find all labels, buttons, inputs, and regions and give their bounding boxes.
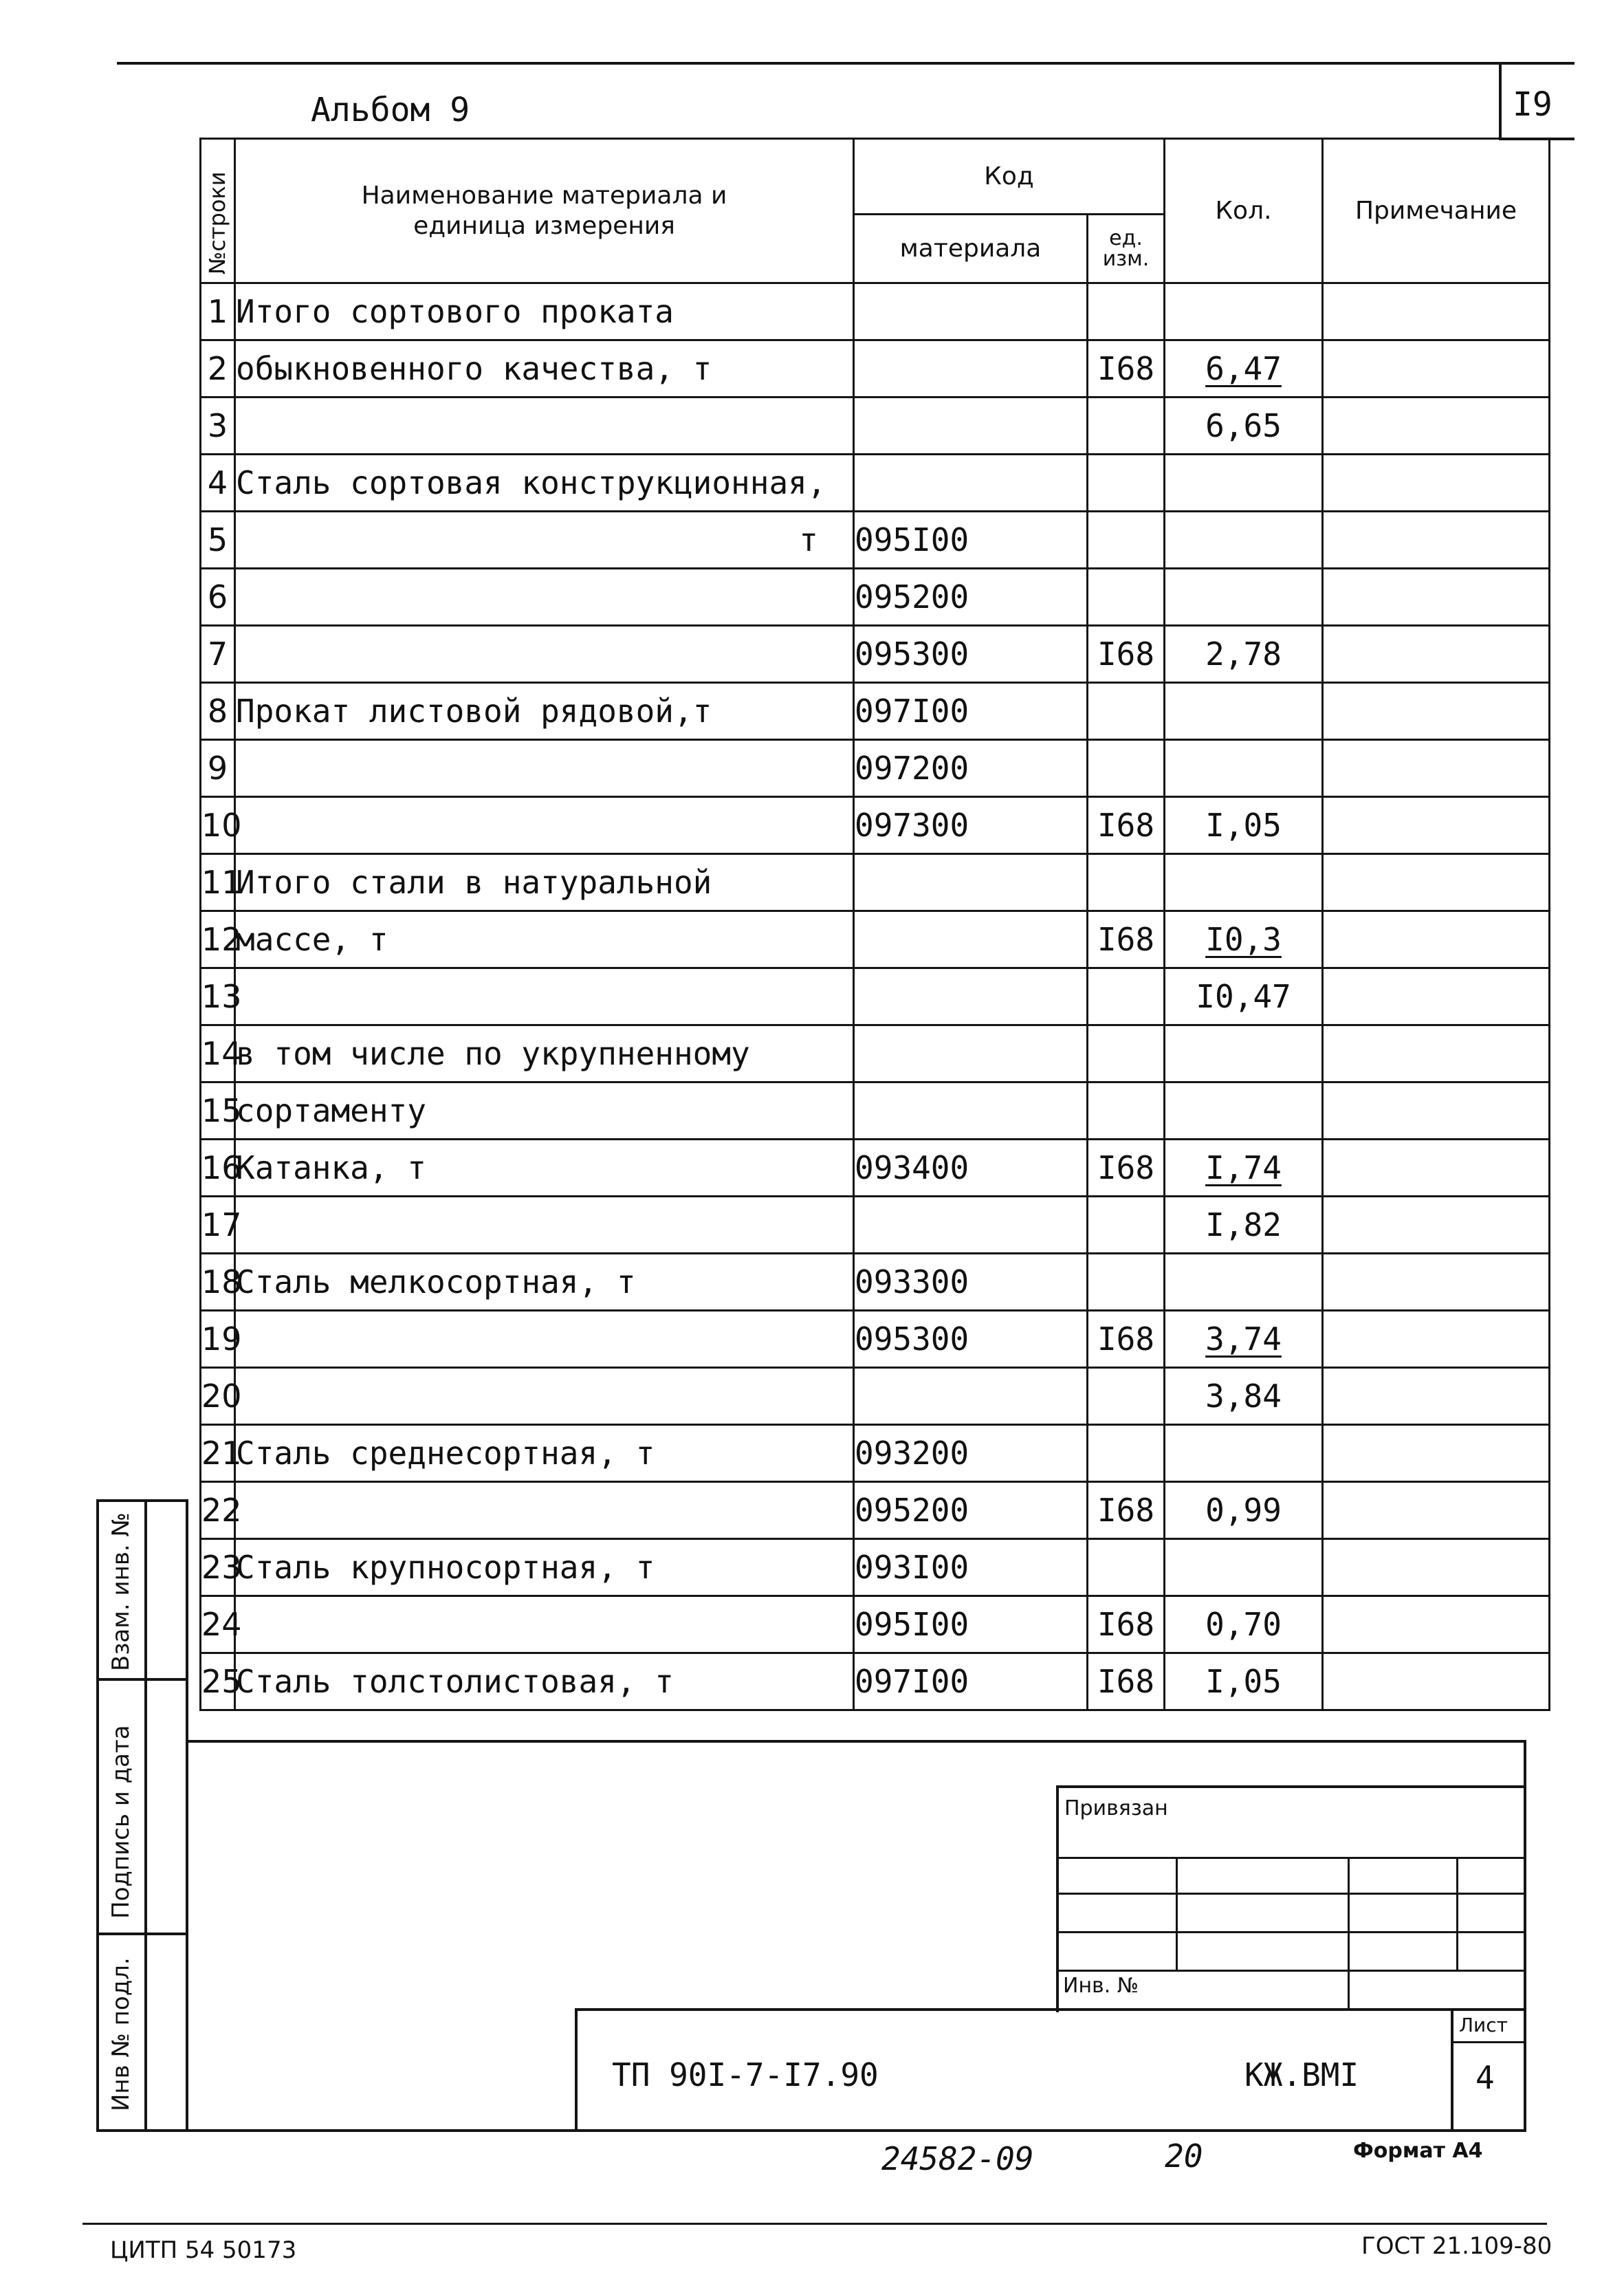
row-code-text: 097200 bbox=[855, 750, 969, 787]
row-number bbox=[201, 1653, 242, 1710]
table-row bbox=[201, 1311, 1550, 1368]
row-number bbox=[201, 340, 235, 398]
row-qty-text: I0,47 bbox=[1196, 978, 1291, 1015]
row-code bbox=[854, 283, 1088, 340]
row-note bbox=[1323, 1425, 1550, 1482]
stamp-col-2 bbox=[1348, 1857, 1350, 2011]
footer-rule bbox=[83, 2223, 1547, 2225]
row-unit-text: I68 bbox=[1097, 1492, 1155, 1529]
table-row bbox=[201, 911, 1550, 968]
row-qty bbox=[1165, 1025, 1323, 1082]
row-code bbox=[854, 854, 1088, 911]
table-row bbox=[201, 740, 1550, 797]
row-name bbox=[235, 398, 854, 455]
row-unit bbox=[1088, 797, 1165, 854]
row-unit bbox=[1088, 1596, 1165, 1653]
row-number bbox=[201, 854, 242, 911]
row-qty-text: I0,3 bbox=[1205, 921, 1282, 958]
row-unit bbox=[1088, 1425, 1165, 1482]
stamp-top bbox=[1056, 1785, 1526, 1788]
row-qty bbox=[1165, 1596, 1323, 1653]
row-note bbox=[1323, 283, 1550, 340]
row-name-text: Итого стали в натуральной bbox=[236, 864, 712, 901]
row-name bbox=[235, 1425, 854, 1482]
row-name-text: Сталь сортовая конструкционная, bbox=[236, 464, 826, 501]
row-name bbox=[235, 1653, 854, 1710]
row-number bbox=[201, 1311, 242, 1368]
row-note bbox=[1323, 968, 1550, 1025]
row-number bbox=[201, 740, 235, 797]
sheet-label: Лист bbox=[1459, 2014, 1508, 2036]
row-qty bbox=[1165, 1368, 1323, 1425]
row-number-text: 16 bbox=[201, 1149, 242, 1186]
row-name bbox=[235, 340, 854, 398]
row-code-text: 093200 bbox=[855, 1435, 969, 1472]
row-note bbox=[1323, 1254, 1550, 1311]
row-number-text: 2 bbox=[207, 350, 228, 387]
row-note bbox=[1323, 683, 1550, 740]
row-unit bbox=[1088, 854, 1165, 911]
row-unit bbox=[1088, 1539, 1165, 1596]
row-number-text: 12 bbox=[201, 921, 242, 958]
row-number-text: 1 bbox=[207, 293, 228, 330]
row-code bbox=[854, 1082, 1088, 1140]
row-number-text: 24 bbox=[201, 1606, 242, 1643]
row-unit bbox=[1088, 683, 1165, 740]
table-row bbox=[201, 854, 1550, 911]
row-code-text: 095200 bbox=[855, 578, 969, 616]
row-number-text: 25 bbox=[201, 1663, 242, 1700]
row-note bbox=[1323, 512, 1550, 569]
row-name bbox=[235, 1311, 854, 1368]
stamp-col-1 bbox=[1176, 1857, 1178, 1970]
row-qty bbox=[1165, 683, 1323, 740]
row-code bbox=[854, 1140, 1088, 1197]
row-code-text: 097300 bbox=[855, 807, 969, 844]
margin-divider-1 bbox=[96, 1678, 188, 1681]
row-code bbox=[854, 455, 1088, 512]
table-row bbox=[201, 283, 1550, 340]
row-number-text: 10 bbox=[201, 807, 242, 844]
row-note bbox=[1323, 1082, 1550, 1140]
row-qty-text: 6,47 bbox=[1205, 350, 1282, 387]
row-code-text: 093400 bbox=[855, 1149, 969, 1186]
footer-format: Формат А4 bbox=[1353, 2139, 1483, 2163]
footer-page: 20 bbox=[1165, 2137, 1203, 2175]
sheet-label-line bbox=[1451, 2041, 1526, 2043]
table-row bbox=[201, 340, 1550, 398]
row-name bbox=[235, 1596, 854, 1653]
row-number bbox=[201, 1596, 242, 1653]
row-code bbox=[854, 1197, 1088, 1254]
row-name-text: в том числе по укрупненному bbox=[236, 1035, 750, 1072]
table-row bbox=[201, 398, 1550, 455]
row-number bbox=[201, 569, 235, 626]
row-name bbox=[235, 1140, 854, 1197]
row-code bbox=[854, 1311, 1088, 1368]
row-code-text: 097I00 bbox=[855, 1663, 969, 1700]
footer-number: 24582-09 bbox=[881, 2140, 1034, 2177]
table-row bbox=[201, 1368, 1550, 1425]
row-number-text: 23 bbox=[201, 1549, 242, 1586]
row-qty bbox=[1165, 1254, 1323, 1311]
row-name-text: сортаменту bbox=[236, 1092, 426, 1129]
row-number-text: 6 bbox=[207, 578, 228, 616]
row-number bbox=[201, 1025, 242, 1082]
row-number-text: 5 bbox=[207, 521, 228, 558]
row-code bbox=[854, 797, 1088, 854]
row-number bbox=[201, 398, 235, 455]
row-note bbox=[1323, 455, 1550, 512]
row-note bbox=[1323, 1596, 1550, 1653]
row-name bbox=[235, 797, 854, 854]
table-row bbox=[201, 626, 1550, 683]
header-name: Наименование материала и единица измерения bbox=[235, 139, 854, 283]
row-code bbox=[854, 1368, 1088, 1425]
row-qty bbox=[1165, 455, 1323, 512]
row-number bbox=[201, 283, 235, 340]
row-note bbox=[1323, 797, 1550, 854]
row-qty bbox=[1165, 1197, 1323, 1254]
row-name bbox=[235, 1368, 854, 1425]
row-qty-text: 0,70 bbox=[1205, 1606, 1282, 1643]
table-row bbox=[201, 569, 1550, 626]
top-rule bbox=[117, 62, 1574, 65]
row-qty-text: 6,65 bbox=[1205, 407, 1282, 444]
doc-mark: КЖ.ВМI bbox=[1244, 2056, 1359, 2093]
row-number-text: 3 bbox=[207, 407, 228, 444]
header-code: Код bbox=[854, 139, 1165, 215]
row-qty bbox=[1165, 569, 1323, 626]
row-name bbox=[235, 740, 854, 797]
margin-right-line bbox=[186, 1499, 188, 2132]
page-number: I9 bbox=[1513, 85, 1552, 124]
row-qty bbox=[1165, 512, 1323, 569]
row-name bbox=[235, 683, 854, 740]
row-unit-text: I68 bbox=[1097, 921, 1155, 958]
frame-under-table bbox=[186, 1740, 1526, 1743]
row-number bbox=[201, 455, 235, 512]
table-row bbox=[201, 1140, 1550, 1197]
footer-right: ГОСТ 21.109-80 bbox=[1361, 2232, 1552, 2260]
row-name-text: Сталь крупносортная, т bbox=[236, 1549, 655, 1586]
table-row bbox=[201, 1539, 1550, 1596]
row-unit bbox=[1088, 1197, 1165, 1254]
row-unit-text: I68 bbox=[1097, 635, 1155, 673]
table-row bbox=[201, 1653, 1550, 1710]
table-body bbox=[201, 283, 1550, 1710]
row-number-text: 21 bbox=[201, 1435, 242, 1472]
stamp-col-3 bbox=[1456, 1857, 1458, 1970]
row-code bbox=[854, 1482, 1088, 1539]
row-name bbox=[235, 1025, 854, 1082]
row-code bbox=[854, 1653, 1088, 1710]
frame-bottom bbox=[96, 2129, 1526, 2132]
row-note bbox=[1323, 1368, 1550, 1425]
row-code-text: 095300 bbox=[855, 635, 969, 673]
row-unit bbox=[1088, 1653, 1165, 1710]
row-qty-text: I,05 bbox=[1205, 807, 1282, 844]
row-name-text: т bbox=[799, 521, 818, 558]
row-number-text: 22 bbox=[201, 1492, 242, 1529]
row-number bbox=[201, 683, 235, 740]
page-number-divider bbox=[1499, 62, 1502, 140]
sheet-divider bbox=[1451, 2008, 1453, 2132]
row-qty bbox=[1165, 626, 1323, 683]
footer-left: ЦИТП 54 50173 bbox=[110, 2236, 297, 2264]
row-qty-text: 3,74 bbox=[1205, 1320, 1282, 1358]
row-name-text: обыкновенного качества, т bbox=[236, 350, 712, 387]
row-qty bbox=[1165, 340, 1323, 398]
row-unit bbox=[1088, 1482, 1165, 1539]
row-note bbox=[1323, 1482, 1550, 1539]
row-qty-text: 3,84 bbox=[1205, 1378, 1282, 1415]
margin-top-line bbox=[96, 1499, 188, 1502]
row-note bbox=[1323, 740, 1550, 797]
row-name bbox=[235, 968, 854, 1025]
row-number-text: 17 bbox=[201, 1206, 242, 1243]
row-name bbox=[235, 1082, 854, 1140]
row-number bbox=[201, 1254, 242, 1311]
row-number bbox=[201, 911, 242, 968]
privyazan-label: Привязан bbox=[1064, 1796, 1168, 1820]
row-number-text: 19 bbox=[201, 1320, 242, 1358]
table-row bbox=[201, 1197, 1550, 1254]
row-unit bbox=[1088, 740, 1165, 797]
row-code-text: 095200 bbox=[855, 1492, 969, 1529]
table-row bbox=[201, 1425, 1550, 1482]
row-unit bbox=[1088, 1368, 1165, 1425]
row-note bbox=[1323, 854, 1550, 911]
row-code bbox=[854, 340, 1088, 398]
row-number-text: 8 bbox=[207, 693, 228, 730]
row-code-text: 095300 bbox=[855, 1320, 969, 1358]
row-name bbox=[235, 911, 854, 968]
row-name-text: Сталь толстолистовая, т bbox=[236, 1663, 674, 1700]
row-qty bbox=[1165, 1653, 1323, 1710]
row-code bbox=[854, 1596, 1088, 1653]
row-number bbox=[201, 1140, 242, 1197]
table-row bbox=[201, 1254, 1550, 1311]
row-qty bbox=[1165, 1082, 1323, 1140]
row-qty bbox=[1165, 740, 1323, 797]
row-unit-text: I68 bbox=[1097, 1320, 1155, 1358]
row-unit-text: I68 bbox=[1097, 1663, 1155, 1700]
row-unit-text: I68 bbox=[1097, 350, 1155, 387]
row-note bbox=[1323, 1653, 1550, 1710]
row-code-text: 095I00 bbox=[855, 521, 969, 558]
row-number-text: 20 bbox=[201, 1378, 242, 1415]
row-code bbox=[854, 683, 1088, 740]
row-unit-text: I68 bbox=[1097, 807, 1155, 844]
row-name bbox=[235, 1197, 854, 1254]
row-unit bbox=[1088, 1311, 1165, 1368]
row-unit bbox=[1088, 398, 1165, 455]
row-number-text: 13 bbox=[201, 978, 242, 1015]
row-number-text: 18 bbox=[201, 1263, 242, 1300]
row-unit bbox=[1088, 1140, 1165, 1197]
header-qty: Кол. bbox=[1165, 139, 1323, 283]
table-row bbox=[201, 1025, 1550, 1082]
header-code-unit: ед. изм. bbox=[1088, 215, 1165, 283]
row-name-text: массе, т bbox=[236, 921, 388, 958]
table-row bbox=[201, 797, 1550, 854]
row-unit bbox=[1088, 512, 1165, 569]
row-note bbox=[1323, 569, 1550, 626]
row-note bbox=[1323, 1025, 1550, 1082]
row-name-text: Сталь мелкосортная, т bbox=[236, 1263, 636, 1300]
doc-code: ТП 90I-7-I7.90 bbox=[612, 2056, 879, 2093]
row-qty bbox=[1165, 398, 1323, 455]
album-title: Альбом 9 bbox=[311, 91, 470, 129]
row-unit bbox=[1088, 340, 1165, 398]
row-unit bbox=[1088, 968, 1165, 1025]
sheet-number: 4 bbox=[1475, 2059, 1495, 2096]
row-note bbox=[1323, 1539, 1550, 1596]
row-name bbox=[235, 854, 854, 911]
row-unit bbox=[1088, 626, 1165, 683]
row-qty bbox=[1165, 968, 1323, 1025]
row-number bbox=[201, 797, 242, 854]
row-number-text: 9 bbox=[207, 750, 228, 787]
frame-right bbox=[1524, 1740, 1526, 2132]
stamp-row-4 bbox=[1056, 1970, 1526, 1972]
row-code bbox=[854, 1254, 1088, 1311]
table-row bbox=[201, 968, 1550, 1025]
table-row bbox=[201, 1482, 1550, 1539]
row-code bbox=[854, 398, 1088, 455]
row-note bbox=[1323, 626, 1550, 683]
margin-inner-line bbox=[144, 1499, 147, 2132]
row-number bbox=[201, 1539, 242, 1596]
row-name-text: Итого сортового проката bbox=[236, 293, 674, 330]
stamp-left bbox=[1056, 1785, 1059, 2012]
row-name bbox=[235, 626, 854, 683]
title-top bbox=[575, 2008, 1526, 2011]
row-code bbox=[854, 512, 1088, 569]
row-number bbox=[201, 968, 242, 1025]
row-code-text: 095I00 bbox=[855, 1606, 969, 1643]
row-note bbox=[1323, 1197, 1550, 1254]
row-unit bbox=[1088, 455, 1165, 512]
row-number bbox=[201, 1082, 242, 1140]
table-row bbox=[201, 1082, 1550, 1140]
row-code bbox=[854, 1025, 1088, 1082]
row-name bbox=[235, 455, 854, 512]
row-number bbox=[201, 1368, 242, 1425]
podpis-label: Подпись и дата bbox=[107, 1725, 135, 1919]
row-qty bbox=[1165, 797, 1323, 854]
row-number bbox=[201, 1425, 242, 1482]
row-name-text: Катанка, т bbox=[236, 1149, 426, 1186]
row-qty bbox=[1165, 1539, 1323, 1596]
row-qty bbox=[1165, 1425, 1323, 1482]
row-name bbox=[235, 512, 854, 569]
vzam-label: Взам. инв. № bbox=[107, 1512, 135, 1671]
row-unit bbox=[1088, 1025, 1165, 1082]
inv-no-label: Инв. № bbox=[1063, 1974, 1139, 1998]
row-number bbox=[201, 626, 235, 683]
materials-table bbox=[199, 138, 1550, 1711]
row-unit bbox=[1088, 569, 1165, 626]
row-qty bbox=[1165, 283, 1323, 340]
row-unit-text: I68 bbox=[1097, 1606, 1155, 1643]
row-name bbox=[235, 283, 854, 340]
row-number-text: 7 bbox=[207, 635, 228, 673]
row-code-text: 093I00 bbox=[855, 1549, 969, 1586]
row-unit bbox=[1088, 1254, 1165, 1311]
row-name bbox=[235, 1482, 854, 1539]
row-number bbox=[201, 512, 235, 569]
margin-divider-2 bbox=[96, 1933, 188, 1935]
row-number bbox=[201, 1482, 242, 1539]
row-note bbox=[1323, 911, 1550, 968]
row-qty bbox=[1165, 1140, 1323, 1197]
row-name-text: Сталь среднесортная, т bbox=[236, 1435, 655, 1472]
table-row bbox=[201, 1596, 1550, 1653]
row-name bbox=[235, 1539, 854, 1596]
row-qty bbox=[1165, 1311, 1323, 1368]
row-code bbox=[854, 968, 1088, 1025]
row-code bbox=[854, 1539, 1088, 1596]
row-note bbox=[1323, 1311, 1550, 1368]
row-unit bbox=[1088, 911, 1165, 968]
row-name-text: Прокат листовой рядовой,т bbox=[236, 693, 712, 730]
table-row bbox=[201, 455, 1550, 512]
margin-outer-line bbox=[96, 1499, 99, 2132]
row-code bbox=[854, 1425, 1088, 1482]
row-unit-text: I68 bbox=[1097, 1149, 1155, 1186]
row-code bbox=[854, 911, 1088, 968]
row-unit bbox=[1088, 283, 1165, 340]
row-qty-text: 2,78 bbox=[1205, 635, 1282, 673]
row-qty-text: I,82 bbox=[1205, 1206, 1282, 1243]
inv-label: Инв № подл. bbox=[107, 1957, 135, 2111]
row-note bbox=[1323, 340, 1550, 398]
header-code-material: материала bbox=[854, 215, 1088, 283]
row-qty bbox=[1165, 911, 1323, 968]
header-note: Примечание bbox=[1323, 139, 1550, 283]
row-unit bbox=[1088, 1082, 1165, 1140]
row-code bbox=[854, 626, 1088, 683]
row-code bbox=[854, 569, 1088, 626]
row-name bbox=[235, 1254, 854, 1311]
table-row bbox=[201, 512, 1550, 569]
table-row bbox=[201, 683, 1550, 740]
row-number bbox=[201, 1197, 242, 1254]
row-qty-text: I,05 bbox=[1205, 1663, 1282, 1700]
row-code bbox=[854, 740, 1088, 797]
row-number-text: 14 bbox=[201, 1035, 242, 1072]
row-note bbox=[1323, 398, 1550, 455]
row-number-text: 4 bbox=[207, 464, 228, 501]
title-left bbox=[575, 2008, 578, 2132]
row-qty-text: I,74 bbox=[1205, 1149, 1282, 1186]
row-name bbox=[235, 569, 854, 626]
row-qty bbox=[1165, 854, 1323, 911]
row-qty bbox=[1165, 1482, 1323, 1539]
row-note bbox=[1323, 1140, 1550, 1197]
row-code-text: 093300 bbox=[855, 1263, 969, 1300]
header-row-no: №строки bbox=[201, 139, 235, 283]
row-qty-text: 0,99 bbox=[1205, 1492, 1282, 1529]
row-number-text: 15 bbox=[201, 1092, 242, 1129]
row-number-text: 11 bbox=[201, 864, 242, 901]
row-code-text: 097I00 bbox=[855, 693, 969, 730]
